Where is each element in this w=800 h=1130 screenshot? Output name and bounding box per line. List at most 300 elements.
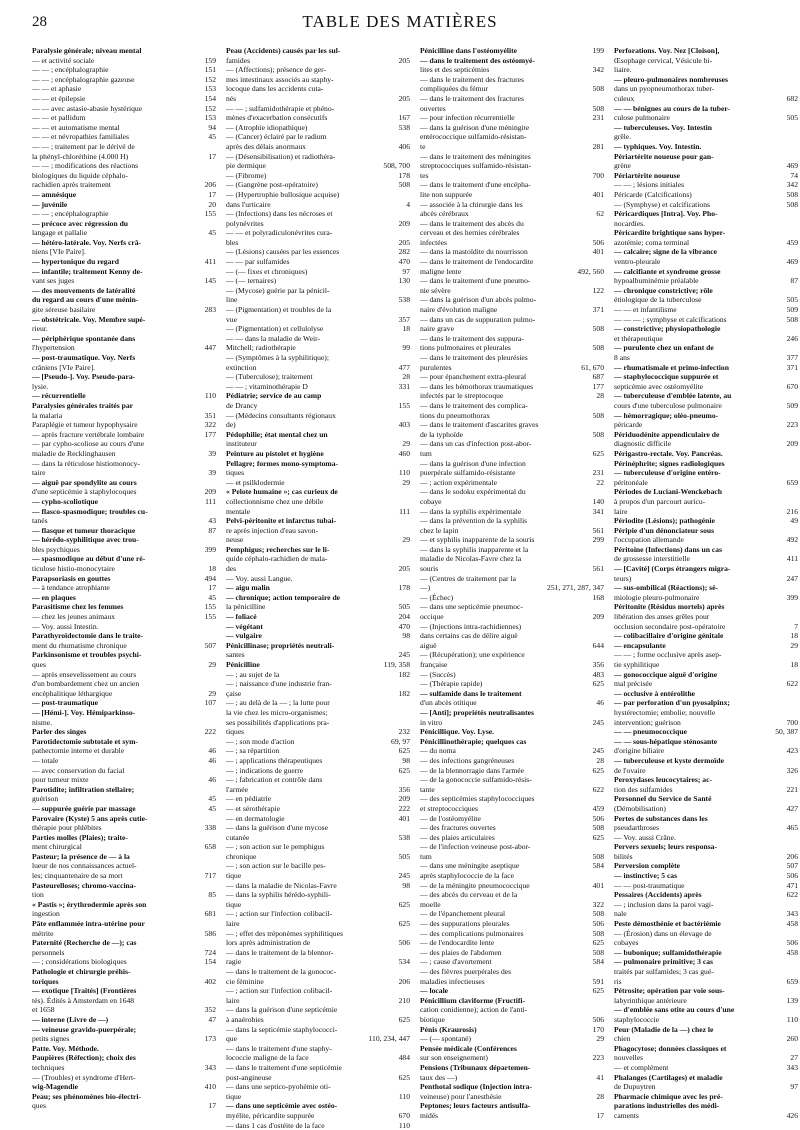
index-entry-page: 69, 97 bbox=[387, 737, 410, 747]
index-entry-text: — de l'infection veineuse post-abor- bbox=[420, 842, 581, 852]
index-entry bbox=[226, 1034, 410, 1044]
index-entry-text: libération des anses grêles pour bbox=[614, 612, 775, 622]
index-entry-text: — dans la guérison d'une méningite bbox=[420, 123, 581, 133]
index-entry bbox=[420, 535, 604, 545]
index-entry bbox=[420, 391, 604, 401]
index-entry-page: 94 bbox=[193, 123, 216, 133]
index-entry-text: lococcie maligne de la face bbox=[226, 1053, 387, 1063]
index-entry bbox=[32, 535, 216, 545]
index-entry bbox=[226, 286, 410, 296]
index-entry-page: 538 bbox=[387, 123, 410, 133]
index-entry bbox=[420, 343, 604, 353]
index-entry-page: 625 bbox=[387, 919, 410, 929]
index-entry-page: 177 bbox=[193, 430, 216, 440]
index-entry-text: santes bbox=[226, 650, 387, 660]
index-entry-text: ses possibilités d'applications pra- bbox=[226, 718, 387, 728]
index-entry bbox=[226, 718, 410, 728]
index-entry bbox=[226, 257, 410, 267]
index-entry-text: — hérédo-syphilitique avec trou- bbox=[32, 535, 193, 545]
index-entry-text: Paternité (Recherche de —); cas bbox=[32, 938, 193, 948]
index-entry-text: la phényl-chloréthine (4.000 H) bbox=[32, 152, 193, 162]
index-entry-page: 74 bbox=[775, 171, 798, 181]
index-entry-text: — (Symptômes à la syphilitique); bbox=[226, 353, 387, 363]
index-entry bbox=[32, 180, 216, 190]
index-entry-text: maladie de Recklinghausen bbox=[32, 449, 193, 459]
index-entry bbox=[226, 1101, 410, 1111]
index-entry-page: 508 bbox=[581, 929, 604, 939]
index-entry bbox=[614, 1082, 798, 1092]
index-entry bbox=[614, 612, 798, 622]
index-entry bbox=[614, 305, 798, 315]
index-entry bbox=[32, 1073, 216, 1083]
index-entry-page: 205 bbox=[387, 56, 410, 66]
index-entry-text: — [Hémi-]. Voy. Hémiparkinso- bbox=[32, 708, 193, 718]
index-entry-text: à anaérobies bbox=[226, 1015, 387, 1025]
index-entry-text: pour tumeur mixte bbox=[32, 775, 193, 785]
index-entry bbox=[32, 84, 216, 94]
index-entry bbox=[226, 871, 410, 881]
index-entry-text: tiques bbox=[226, 727, 387, 737]
index-entry-page: 17 bbox=[193, 1101, 216, 1111]
index-entry bbox=[420, 554, 604, 564]
index-entry-page: 681 bbox=[193, 909, 216, 919]
index-entry-text: d'un bombardement chez un ancien bbox=[32, 679, 193, 689]
index-entry bbox=[420, 833, 604, 843]
index-entry-page: 508 bbox=[581, 430, 604, 440]
index-entry bbox=[420, 794, 604, 804]
index-entry bbox=[32, 75, 216, 85]
index-entry bbox=[420, 526, 604, 536]
index-entry-text: — rhumatismale et primo-infection bbox=[614, 363, 775, 373]
index-entry-text: laire bbox=[226, 919, 387, 929]
index-entry-text: Périgastro-rectale. Voy. Pancréas. bbox=[614, 449, 775, 459]
index-entry bbox=[420, 1044, 604, 1054]
index-entry bbox=[226, 766, 410, 776]
index-entry-page: 494 bbox=[193, 574, 216, 584]
index-entry bbox=[226, 593, 410, 603]
index-entry-text: tions du pneumothorax bbox=[420, 411, 581, 421]
index-entry bbox=[32, 1082, 216, 1092]
index-entry-page: 561 bbox=[581, 564, 604, 574]
index-entry-text: — staphylococcique suppurée et bbox=[614, 372, 775, 382]
index-entry-text: tés). Édités à Amsterdam en 1648 bbox=[32, 996, 193, 1006]
index-entry bbox=[420, 564, 604, 574]
index-entry-text: gite séreuse basilaire bbox=[32, 305, 193, 315]
index-entry-page: 7 bbox=[775, 622, 798, 632]
index-entry-text: — (Cancer) éclairé par le radium bbox=[226, 132, 387, 142]
index-entry-page: 283 bbox=[193, 305, 216, 315]
index-entry-page: 98 bbox=[387, 631, 410, 641]
index-entry bbox=[614, 1015, 798, 1025]
index-entry-page: 221 bbox=[775, 785, 798, 795]
index-entry bbox=[614, 190, 798, 200]
index-entry bbox=[226, 602, 410, 612]
index-entry-text: — pleuro-pulmonaires nombreuses bbox=[614, 75, 775, 85]
index-entry-page: 658 bbox=[193, 842, 216, 852]
index-entry-page: 508 bbox=[581, 343, 604, 353]
index-entry bbox=[614, 890, 798, 900]
index-entry-text: ouvertes bbox=[420, 104, 581, 114]
index-entry bbox=[614, 938, 798, 948]
index-entry-text: — des complications pulmonaires bbox=[420, 929, 581, 939]
index-entry-page: 17 bbox=[193, 583, 216, 593]
index-entry-text: — — sous-hépatique sténosante bbox=[614, 737, 775, 747]
index-entry-page: 331 bbox=[387, 382, 410, 392]
index-entry bbox=[420, 823, 604, 833]
index-entry-text: — et sérothérapie bbox=[226, 804, 387, 814]
index-entry bbox=[420, 737, 604, 747]
index-entry-text: — (— ternaires) bbox=[226, 276, 387, 286]
index-entry bbox=[32, 756, 216, 766]
index-entry bbox=[420, 104, 604, 114]
index-entry bbox=[32, 689, 216, 699]
index-entry-text: — dans la mastoïdite du nourrisson bbox=[420, 247, 581, 257]
index-entry-page: 29 bbox=[387, 439, 410, 449]
index-entry bbox=[420, 881, 604, 891]
index-entry-page: 222 bbox=[387, 804, 410, 814]
index-entry bbox=[614, 967, 798, 977]
index-entry-page: 341 bbox=[581, 507, 604, 517]
index-entry-page: 206 bbox=[387, 977, 410, 987]
index-entry-text: —) bbox=[420, 583, 544, 593]
index-entry bbox=[226, 190, 410, 200]
index-entry bbox=[420, 957, 604, 967]
index-entry-text: Patte. Voy. Méthode. bbox=[32, 1044, 193, 1054]
index-entry-page: 209 bbox=[193, 487, 216, 497]
index-entry-page: 155 bbox=[193, 602, 216, 612]
index-entry-text: infectés par le streptocoque bbox=[420, 391, 581, 401]
index-entry bbox=[226, 535, 410, 545]
index-entry bbox=[614, 267, 798, 277]
index-entry-text: grêle. bbox=[614, 132, 775, 142]
index-entry-text: de la typhoïde bbox=[420, 430, 581, 440]
index-entry bbox=[420, 401, 604, 411]
index-entry-text: langage et pallalie bbox=[32, 228, 193, 238]
index-entry-text: — dans une septicémie pneumoc- bbox=[420, 602, 581, 612]
index-entry-page: 508 bbox=[581, 104, 604, 114]
index-entry-text: — (Tuberculose); traitement bbox=[226, 372, 387, 382]
index-entry bbox=[226, 228, 410, 238]
index-entry bbox=[420, 516, 604, 526]
index-entry-page: 20 bbox=[193, 200, 216, 210]
index-entry-text: — en plaques bbox=[32, 593, 193, 603]
index-entry-page: 46 bbox=[193, 746, 216, 756]
index-entry-text: — gonococcique aiguë d'origine bbox=[614, 670, 775, 680]
index-entry-text: — — et pallidum bbox=[32, 113, 193, 123]
index-entry bbox=[420, 545, 604, 555]
index-entry bbox=[226, 823, 410, 833]
index-entry bbox=[420, 190, 604, 200]
index-entry bbox=[420, 180, 604, 190]
index-entry bbox=[226, 996, 410, 1006]
index-entry-text: Parkinsonisme et troubles psychi- bbox=[32, 650, 193, 660]
index-entry bbox=[32, 123, 216, 133]
index-entry bbox=[614, 593, 798, 603]
index-entry-page: 205 bbox=[387, 564, 410, 574]
index-entry-text: — — post-traumatique bbox=[614, 881, 775, 891]
index-entry-text: Peur (Maladie de la —) chez le bbox=[614, 1025, 775, 1035]
index-entry-page: 622 bbox=[775, 890, 798, 900]
index-entry-text: les; cinquantenaire de sa mort bbox=[32, 871, 193, 881]
index-entry-page: 410 bbox=[193, 1082, 216, 1092]
index-entry-page: 682 bbox=[775, 94, 798, 104]
index-entry bbox=[614, 334, 798, 344]
index-entry bbox=[32, 459, 216, 469]
index-entry-text: biologiques du liquide céphalo- bbox=[32, 171, 193, 181]
index-entry-text: Œsophage cervical, Vésicule bi- bbox=[614, 56, 775, 66]
index-entry bbox=[226, 698, 410, 708]
index-entry-text: — dans le traitement d'ascarites graves bbox=[420, 420, 581, 430]
index-entry-text: — — ; encéphalographie bbox=[32, 209, 193, 219]
index-entry-text: te bbox=[420, 142, 581, 152]
index-entry-page: 167 bbox=[387, 113, 410, 123]
index-entry-page: 246 bbox=[775, 334, 798, 344]
index-entry-text: — ; applications thérapeutiques bbox=[226, 756, 387, 766]
index-entry bbox=[614, 84, 798, 94]
index-entry bbox=[32, 334, 216, 344]
index-entry bbox=[420, 842, 604, 852]
index-entry-text: — par perforation d'un pyosalpinx; bbox=[614, 698, 775, 708]
index-entry bbox=[32, 497, 216, 507]
index-entry-text: tiques bbox=[226, 468, 387, 478]
index-entry-text: — précoce avec régression du bbox=[32, 219, 193, 229]
index-entry bbox=[226, 132, 410, 142]
index-entry-page: 625 bbox=[387, 766, 410, 776]
index-entry-text: Parovaire (Kyste) 5 ans après cutie- bbox=[32, 814, 193, 824]
index-entry-text: Péricardiques [Intra]. Voy. Pho- bbox=[614, 209, 775, 219]
index-entry-text: Pénicilline bbox=[226, 660, 381, 670]
index-entry-page: 17 bbox=[193, 152, 216, 162]
index-entry-text: Périodite (Lésions); pathogénie bbox=[614, 516, 775, 526]
index-entry-text: traités par sulfamides; 3 cas gué- bbox=[614, 967, 775, 977]
index-entry-page: 107 bbox=[193, 698, 216, 708]
index-entry bbox=[226, 276, 410, 286]
index-entry bbox=[420, 1015, 604, 1025]
index-entry-page: 371 bbox=[581, 305, 604, 315]
index-entry-text: laire bbox=[614, 507, 775, 517]
index-entry bbox=[32, 1005, 216, 1015]
index-entry-page: 477 bbox=[387, 363, 410, 373]
index-entry-text: — des fractures ouvertes bbox=[420, 823, 581, 833]
index-entry-text: des bbox=[226, 564, 387, 574]
index-entry bbox=[226, 1111, 410, 1121]
index-entry-text: — dans le traitement des complica- bbox=[420, 401, 581, 411]
index-entry-page: 27 bbox=[775, 1053, 798, 1063]
index-entry bbox=[32, 842, 216, 852]
index-entry bbox=[420, 670, 604, 680]
index-entry-text: Parties molles (Plaies); traite- bbox=[32, 833, 193, 843]
index-entry-text: — — et aphasie bbox=[32, 84, 193, 94]
index-entry-text: Pellagre; formes mono-symptoma- bbox=[226, 459, 387, 469]
index-entry bbox=[226, 650, 410, 660]
index-entry-text: Phagocytose; données classiques et bbox=[614, 1044, 775, 1054]
index-entry-text: Parler des singes bbox=[32, 727, 193, 737]
index-entry bbox=[420, 574, 604, 584]
index-entry-text: dans un pyopneumothorax tuber- bbox=[614, 84, 775, 94]
index-entry-text: tions pulmonaires et pleurales bbox=[420, 343, 581, 353]
index-entry bbox=[226, 84, 410, 94]
index-entry-page: 139 bbox=[775, 996, 798, 1006]
index-entry-page: 447 bbox=[193, 343, 216, 353]
index-entry-page: 717 bbox=[193, 871, 216, 881]
index-entry-text: — — ; traitement par le dérivé de bbox=[32, 142, 193, 152]
index-entry-text: Pénicilline dans l'ostéomyélite bbox=[420, 46, 581, 56]
index-entry-page: 49 bbox=[775, 516, 798, 526]
index-entry-page: 724 bbox=[193, 948, 216, 958]
index-entry-text: re après injection d'eau savon- bbox=[226, 526, 387, 536]
index-entry bbox=[32, 1034, 216, 1044]
index-entry bbox=[226, 986, 410, 996]
index-entry-page: 41 bbox=[581, 1073, 604, 1083]
index-entry bbox=[614, 200, 798, 210]
index-entry-page: 426 bbox=[775, 1111, 798, 1121]
index-entry-text: tion bbox=[32, 890, 193, 900]
index-entry-text: — calcifiante et syndrome grosse bbox=[614, 267, 775, 277]
index-entry-text: entérococcique sulfamido-résistan- bbox=[420, 132, 581, 142]
index-entry bbox=[226, 660, 410, 670]
index-entry-text: — dans la réticulose histiomonocy- bbox=[32, 459, 193, 469]
index-entry bbox=[226, 142, 410, 152]
index-entry-text: myélite, péricardite suppurée bbox=[226, 1111, 387, 1121]
index-entry-text: wig-Magendie bbox=[32, 1082, 193, 1092]
index-entry bbox=[420, 804, 604, 814]
index-entry bbox=[614, 123, 798, 133]
index-entry-text: — dans le traitement des suppura- bbox=[420, 334, 581, 344]
index-entry-page: 145 bbox=[193, 276, 216, 286]
index-entry-text: Pemphigus; recherches sur le li- bbox=[226, 545, 387, 555]
index-entry-page: 403 bbox=[387, 420, 410, 430]
index-entry-text: Parotidite; infiltration stellaire; bbox=[32, 785, 193, 795]
index-entry-text: — chronique constrictive; rôle bbox=[614, 286, 775, 296]
index-entry-text: — (Thérapie rapide) bbox=[420, 679, 581, 689]
index-entry-text: — (Injections intra-rachidiennes) bbox=[420, 622, 581, 632]
index-entry-page: 351 bbox=[193, 411, 216, 421]
index-entry-text: Peste démosthénie et bactériémie bbox=[614, 919, 775, 929]
index-entry-page: 459 bbox=[775, 238, 798, 248]
index-entry-text: — récurrentielle bbox=[32, 391, 193, 401]
index-entry bbox=[226, 1005, 410, 1015]
index-entry-page: 29 bbox=[193, 660, 216, 670]
index-entry-text: — — — ; symphyse et calcifications bbox=[614, 315, 775, 325]
index-entry bbox=[614, 343, 798, 353]
index-entry bbox=[226, 631, 410, 641]
index-entry bbox=[32, 343, 216, 353]
index-entry-page: 460 bbox=[387, 449, 410, 459]
index-entry-text: mal précisée bbox=[614, 679, 775, 689]
index-entry bbox=[226, 900, 410, 910]
index-entry-page: 483 bbox=[581, 670, 604, 680]
index-entry bbox=[226, 334, 410, 344]
index-entry-text: tes bbox=[420, 171, 581, 181]
index-entry bbox=[614, 881, 798, 891]
index-entry bbox=[226, 171, 410, 181]
index-entry-page: 206 bbox=[775, 852, 798, 862]
index-entry bbox=[614, 65, 798, 75]
index-entry-page: 507 bbox=[775, 861, 798, 871]
index-entry-page: 28 bbox=[581, 1092, 604, 1102]
index-entry-page: 110 bbox=[775, 1015, 798, 1025]
index-entry-text: Mitchell; radiothérapie bbox=[226, 343, 387, 353]
index-entry bbox=[32, 401, 216, 411]
index-entry bbox=[226, 497, 410, 507]
index-entry bbox=[226, 1044, 410, 1054]
index-entry bbox=[32, 1044, 216, 1054]
index-entry bbox=[420, 468, 604, 478]
index-entry-text: — exotique [Traités] (Frontières bbox=[32, 986, 193, 996]
index-entry-text: teurs) bbox=[614, 574, 775, 584]
index-entry bbox=[32, 104, 216, 114]
index-entry bbox=[614, 641, 798, 651]
index-entry-text: l'occupation allemande bbox=[614, 535, 775, 545]
index-entry-text: personnels bbox=[32, 948, 193, 958]
index-entry bbox=[614, 497, 798, 507]
index-entry-page: 492 bbox=[775, 535, 798, 545]
index-entry-text: Parapsoriasis en gouttes bbox=[32, 574, 193, 584]
index-entry-page: 39 bbox=[193, 449, 216, 459]
index-entry-page: 152 bbox=[193, 75, 216, 85]
index-entry-page: 39 bbox=[193, 468, 216, 478]
index-entry-page: 245 bbox=[387, 650, 410, 660]
index-entry-page: 281 bbox=[581, 142, 604, 152]
index-entry bbox=[420, 1082, 604, 1092]
index-entry bbox=[32, 1101, 216, 1111]
index-entry-text: française bbox=[420, 660, 581, 670]
index-entry bbox=[614, 487, 798, 497]
index-entry bbox=[420, 593, 604, 603]
index-entry-text: d'une septicémie à staphylocoques bbox=[32, 487, 193, 497]
index-entry-page: 61, 670 bbox=[578, 363, 604, 373]
index-entry-text: Perforations. Voy. Nez [Cloison], bbox=[614, 46, 775, 56]
index-entry-page: 97 bbox=[775, 1082, 798, 1092]
index-entry bbox=[226, 343, 410, 353]
index-entry bbox=[420, 200, 604, 210]
index-entry-text: — dans la guérison d'une septicémie bbox=[226, 1005, 387, 1015]
index-entry-page: 247 bbox=[775, 574, 798, 584]
index-entry bbox=[614, 583, 798, 593]
index-entry bbox=[32, 65, 216, 75]
index-entry-page: 508 bbox=[581, 411, 604, 421]
index-entry-text: Peau (Accidents) causés par les sul- bbox=[226, 46, 387, 56]
index-entry-text: Parathyroïdectomie dans le traite- bbox=[32, 631, 193, 641]
index-entry-text: pathectomie interne et durable bbox=[32, 746, 193, 756]
index-entry bbox=[614, 564, 798, 574]
index-entry-page: 371 bbox=[775, 363, 798, 373]
index-entry-text: — (Gangrène post-opératoire) bbox=[226, 180, 387, 190]
index-entry-text: veineuse) pour l'anesthésie bbox=[420, 1092, 581, 1102]
index-entry bbox=[226, 785, 410, 795]
index-entry bbox=[420, 478, 604, 488]
index-entry bbox=[226, 478, 410, 488]
index-entry-page: 209 bbox=[581, 612, 604, 622]
index-entry-page: 85 bbox=[193, 890, 216, 900]
index-entry bbox=[32, 372, 216, 382]
index-entry-text: et thérapeutique bbox=[614, 334, 775, 344]
index-entry bbox=[420, 756, 604, 766]
index-entry bbox=[32, 439, 216, 449]
index-entry-text: — locale bbox=[420, 986, 581, 996]
index-entry-text: — (— spontané) bbox=[420, 1034, 581, 1044]
index-entry-page: 209 bbox=[775, 439, 798, 449]
index-entry-text: — dans la guérison d'une mycose bbox=[226, 823, 387, 833]
index-entry bbox=[32, 1015, 216, 1025]
index-entry bbox=[420, 631, 604, 641]
index-entry-text: — en pédiatrie bbox=[226, 794, 387, 804]
index-entry bbox=[420, 785, 604, 795]
index-entry bbox=[32, 257, 216, 267]
index-entry-text: — des suppurations pleurales bbox=[420, 919, 581, 929]
index-entry-page: 401 bbox=[581, 881, 604, 891]
index-entry-text: — dans le traitement des abcès du bbox=[420, 219, 581, 229]
